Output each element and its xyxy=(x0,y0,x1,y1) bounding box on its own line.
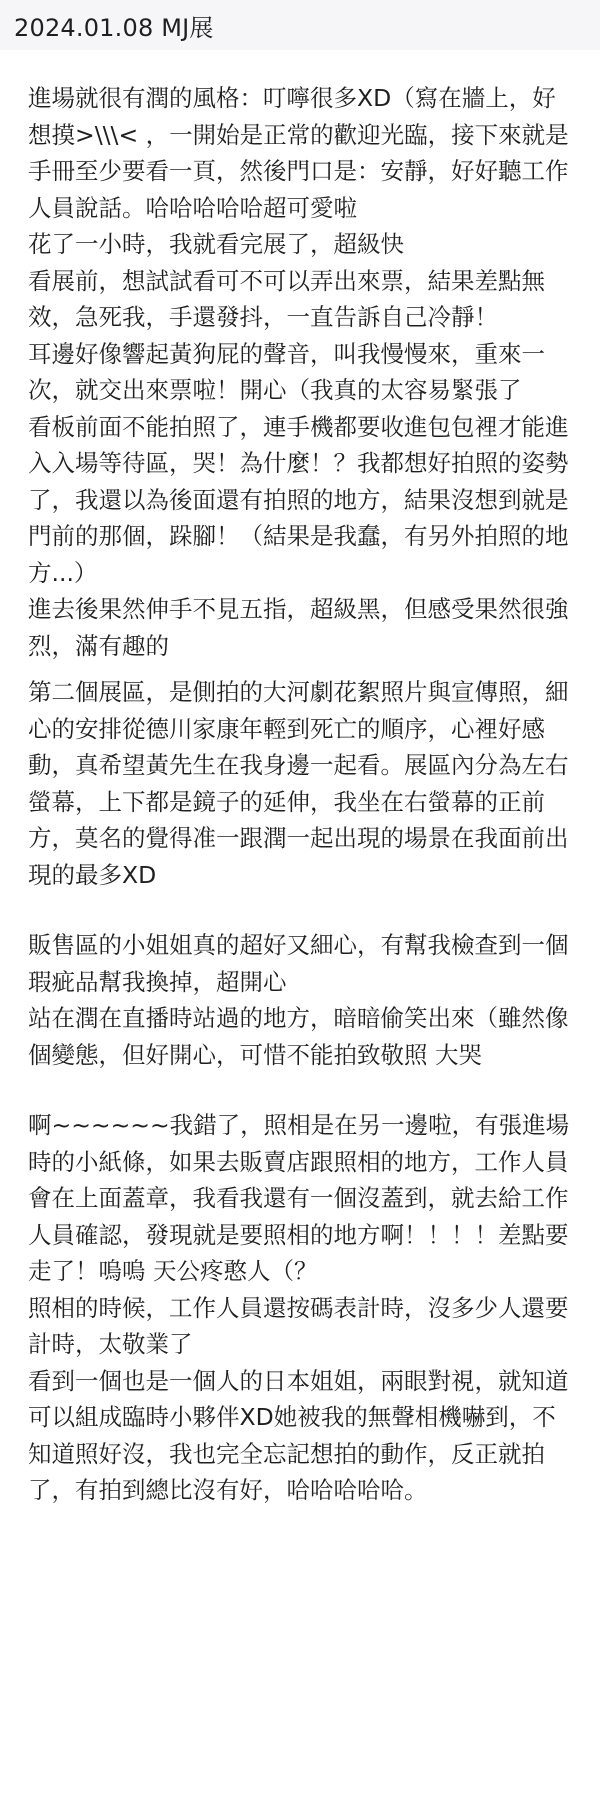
paragraph-companion: 看到一個也是一個人的日本姐姐，兩眼對視，就知道可以組成臨時小夥伴XD她被我的無聲相機嚇到，不知道照好沒，我也完全忘記想拍的動作，反正就拍了，有拍到總比沒有好，哈哈哈哈哈。 xyxy=(28,1366,569,1504)
note-title: 2024.01.08 MJ展 xyxy=(14,13,214,42)
note-body xyxy=(0,50,600,1509)
note-header xyxy=(0,0,600,50)
paragraph-shop: 販售區的小姐姐真的超好又細心，有幫我檢查到一個瑕疵品幫我換掉，超開心 xyxy=(28,931,569,996)
paragraph-no-photo: 看板前面不能拍照了，連手機都要收進包包裡才能進入入場等待區，哭！為什麼！？我都想好拍照的姿勢了，我還以為後面還有拍照的地方，結果沒想到就是門前的那個，跺腳！（結果是我蠢，有另外拍照的地方...） xyxy=(28,412,569,587)
paragraph-second-area: 第二個展區，是側拍的大河劇花絮照片與宣傳照，細心的安排從德川家康年輕到死亡的順序，心裡好感動，真希望黃先生在我身邊一起看。展區內分為左右螢幕，上下都是鏡子的延伸，我坐在右螢幕的正前方，莫名的覺得准一跟潤一起出現的場景在我面前出現的最多XD xyxy=(28,678,569,889)
paragraph-entrance: 進場就很有潤的風格：叮嚀很多XD（寫在牆上，好想摸>\\\< ，一開始是正常的歡迎光臨，接下來就是手冊至少要看一頁，然後門口是：安靜，好好聽工作人員說話。哈哈哈哈哈超可愛啦 xyxy=(28,84,569,222)
paragraph-stream-spot: 站在潤在直播時站過的地方，暗暗偷笑出來（雖然像個變態，但好開心，可惜不能拍致敬照 大哭 xyxy=(28,1004,569,1069)
paragraph-finished: 花了一小時，我就看完展了，超級快 xyxy=(28,230,404,258)
paragraph-ticket: 看展前，想試試看可不可以弄出來票，結果差點無效，急死我，手還發抖，一直告訴自己冷靜！ xyxy=(28,266,545,331)
paragraph-voice: 耳邊好像響起黃狗屁的聲音，叫我慢慢來，重來一次，就交出來票啦！開心（我真的太容易緊張了 xyxy=(28,339,545,404)
paragraph-dark-room: 進去後果然伸手不見五指，超級黑，但感受果然很強烈，滿有趣的 xyxy=(28,595,569,660)
paragraph-timer: 照相的時候，工作人員還按碼表計時，沒多少人還要計時，太敬業了 xyxy=(28,1293,569,1358)
paragraph-photo-spot: 啊~~~~~~我錯了，照相是在另一邊啦，有張進場時的小紙條，如果去販賣店跟照相的地方，工作人員會在上面蓋章，我看我還有一個沒蓋到，就去給工作人員確認，發現就是要照相的地方啊！！！！差點要走了！嗚嗚 天公疼憨人（？ xyxy=(28,1111,570,1285)
